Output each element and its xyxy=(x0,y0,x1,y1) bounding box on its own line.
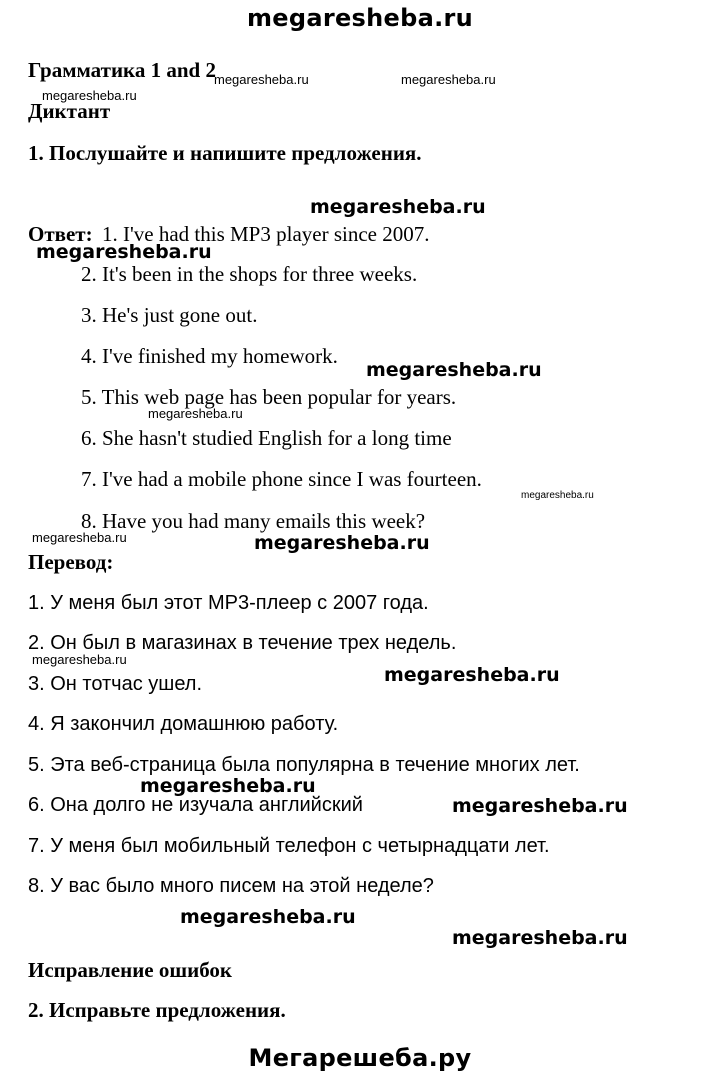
translation-title: Перевод: xyxy=(28,550,114,574)
translation-line-3: 3. Он тотчас ушел. xyxy=(28,673,203,695)
translation-line-7: 7. У меня был мобильный телефон с четырнадцати лет. xyxy=(28,835,550,857)
answer-line-2: 2. It's been in the shops for three weeks. xyxy=(81,262,418,286)
section-title: Грамматика 1 and 2 xyxy=(28,58,216,82)
answer-line-6: 6. She hasn't studied English for a long time xyxy=(81,426,452,450)
watermark: megaresheba.ru xyxy=(254,532,430,554)
watermark: megaresheba.ru xyxy=(310,196,486,218)
watermark: megaresheba.ru xyxy=(521,490,594,501)
translation-line-4: 4. Я закончил домашнюю работу. xyxy=(28,713,339,735)
dictation-title: Диктант xyxy=(28,99,111,123)
answer-line-7: 7. I've had a mobile phone since I was fourteen. xyxy=(81,467,482,491)
answer-line-5: 5. This web page has been popular for years. xyxy=(81,385,457,409)
answer-line-3: 3. He's just gone out. xyxy=(81,303,258,327)
watermark: megaresheba.ru xyxy=(36,241,212,263)
watermark: megaresheba.ru xyxy=(180,906,356,928)
site-header: megaresheba.ru xyxy=(246,4,474,32)
watermark: megaresheba.ru xyxy=(32,530,127,545)
watermark: megaresheba.ru xyxy=(148,406,243,421)
task-1-instruction: 1. Послушайте и напишите предложения. xyxy=(28,141,422,165)
watermark: megaresheba.ru xyxy=(452,927,628,949)
answer-line-8: 8. Have you had many emails this week? xyxy=(81,509,426,533)
watermark: megaresheba.ru xyxy=(42,88,137,103)
answer-label: Ответ: xyxy=(28,222,93,246)
watermark: megaresheba.ru xyxy=(401,72,496,87)
watermark: megaresheba.ru xyxy=(366,359,542,381)
translation-line-2: 2. Он был в магазинах в течение трех недель. xyxy=(28,632,457,654)
answer-line-4: 4. I've finished my homework. xyxy=(81,344,338,368)
task-2-instruction: 2. Исправьте предложения. xyxy=(28,998,286,1022)
watermark: megaresheba.ru xyxy=(140,775,316,797)
site-footer: Мегарешеба.ру xyxy=(248,1044,472,1072)
watermark: megaresheba.ru xyxy=(214,72,309,87)
translation-line-8: 8. У вас было много писем на этой неделе? xyxy=(28,875,434,897)
translation-line-1: 1. У меня был этот МР3-плеер с 2007 года. xyxy=(28,592,429,614)
watermark: megaresheba.ru xyxy=(452,795,628,817)
watermark: megaresheba.ru xyxy=(32,652,127,667)
translation-line-6: 6. Она долго не изучала английский xyxy=(28,794,363,816)
translation-line-5: 5. Эта веб-страница была популярна в течение многих лет. xyxy=(28,754,580,776)
errors-title: Исправление ошибок xyxy=(28,958,233,982)
answer-line-1: 1. I've had this MP3 player since 2007. xyxy=(102,222,430,246)
watermark: megaresheba.ru xyxy=(384,664,560,686)
